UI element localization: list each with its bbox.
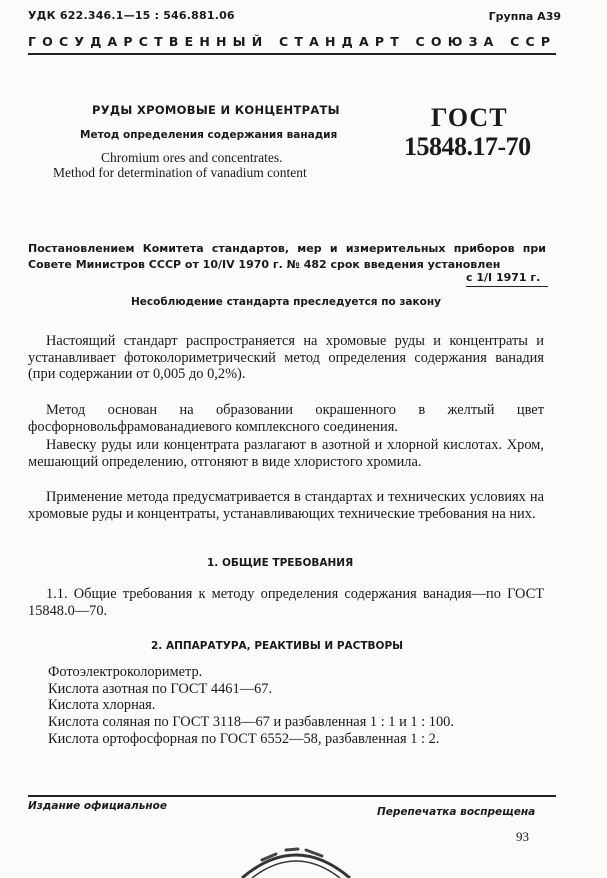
gost-label: ГОСТ xyxy=(431,103,508,132)
reagent-item: Кислота азотная по ГОСТ 4461—67. xyxy=(48,680,273,697)
intro-paragraph-4: Применение метода предусматривается в стандартах и технических условиях на хромовые руды и концентраты, устанавливающих технические требования на них. xyxy=(28,489,544,522)
library-stamp-icon xyxy=(236,838,356,878)
section1-text: 1.1. Общие требования к методу определения содержания ванадия—по ГОСТ 15848.0—70. xyxy=(28,586,544,619)
state-standard-banner: ГОСУДАРСТВЕННЫЙ СТАНДАРТ СОЮЗА ССР xyxy=(28,34,557,49)
title-en-line2: Method for determination of vanadium content xyxy=(53,165,307,180)
intro-paragraph-2: Метод основан на образовании окрашенного в желтый цвет фосфорновольфрамованадиевого комплексного соединения. xyxy=(28,402,544,435)
title-en-line1: Chromium ores and concentrates. xyxy=(101,150,283,165)
reagent-item: Фотоэлектроколориметр. xyxy=(48,664,203,680)
section1-heading: 1. ОБЩИЕ ТРЕБОВАНИЯ xyxy=(207,557,354,569)
reagent-item: Кислота ортофосфорная по ГОСТ 6552—58, разбавленная 1 : 2. xyxy=(48,730,440,747)
gost-number: 15848.17-70 xyxy=(404,132,531,161)
udk-code: УДК 622.346.1—15 : 546.881.06 xyxy=(28,9,235,22)
intro-paragraph-3: Навеску руды или концентрата разлагают в азотной и хлорной кислотах. Хром, мешающий определению, отгоняют в виде хлористого хромила. xyxy=(28,437,544,470)
title-ru: РУДЫ ХРОМОВЫЕ И КОНЦЕНТРАТЫ xyxy=(92,103,340,117)
law-notice: Несоблюдение стандарта преследуется по закону xyxy=(131,296,441,308)
section2-heading: 2. АППАРАТУРА, РЕАКТИВЫ И РАСТВОРЫ xyxy=(151,640,404,652)
page-number: 93 xyxy=(516,829,529,844)
reagent-item: Кислота хлорная. xyxy=(48,697,156,714)
header-rule xyxy=(28,53,556,55)
footer-rule xyxy=(28,795,556,797)
decree-text: Постановлением Комитета стандартов, мер и измерительных приборов при Совете Министров СССР от 10/IV 1970 г. № 482 срок введения установлен xyxy=(28,242,546,271)
decree-date: с 1/I 1971 г. xyxy=(466,271,541,284)
subtitle-ru: Метод определения содержания ванадия xyxy=(80,129,338,141)
reagent-item: Кислота соляная по ГОСТ 3118—67 и разбавленная 1 : 1 и 1 : 100. xyxy=(48,714,454,731)
intro-paragraph-1: Настоящий стандарт распространяется на хромовые руды и концентраты и устанавливает фотоколориметрический метод определения содержания ванадия (при содержании от 0,005 до 0,2%). xyxy=(28,333,544,382)
decree-underline xyxy=(466,286,548,287)
reprint-note: Перепечатка воспрещена xyxy=(377,806,536,818)
edition-note: Издание официальное xyxy=(28,800,167,812)
group-code: Группа А39 xyxy=(488,10,561,23)
reagent-list xyxy=(28,664,544,748)
